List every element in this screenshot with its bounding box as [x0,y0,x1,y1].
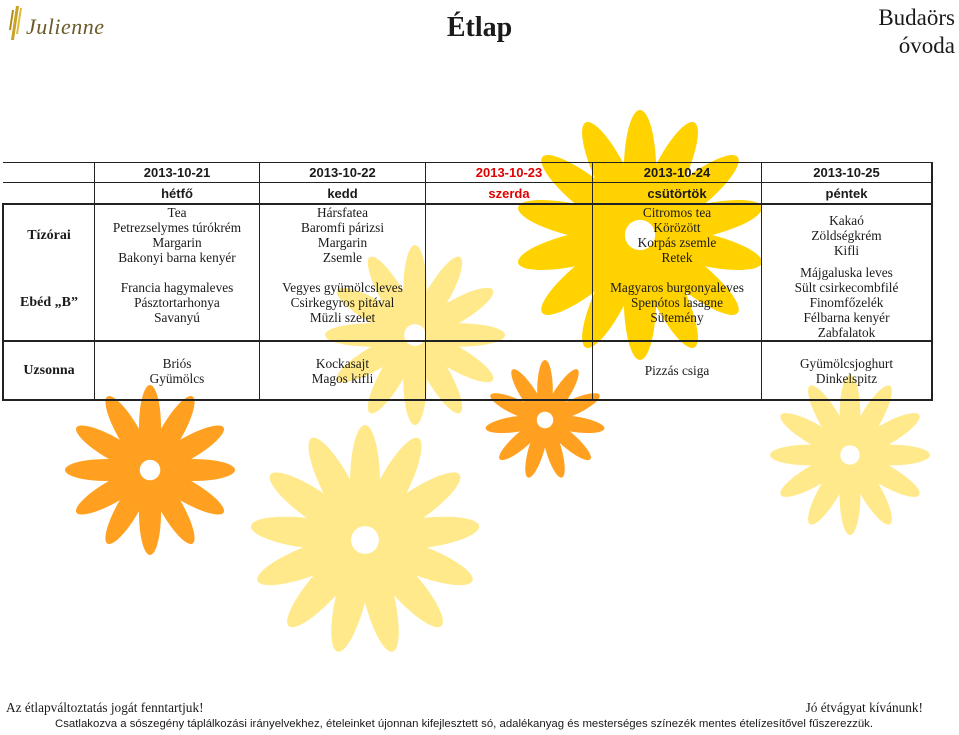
meal-item: Vegyes gyümölcsleves [282,280,403,295]
flower-5 [249,425,481,655]
menu-cell [95,265,260,341]
flower-center [537,412,554,429]
meal-item: Retek [661,250,693,265]
meal-item: Müzli szelet [309,310,376,325]
meal-item: Korpás zsemle [637,235,717,250]
menu-cell [762,265,933,341]
corner-cell-2 [3,183,95,205]
day-row [3,183,932,205]
meal-item: Kifli [833,242,860,258]
menu-cell [95,204,260,265]
meal-item: Zsemle [322,250,363,265]
menu-cell [426,341,593,400]
meal-item: Kockasajt [315,355,370,371]
meal-item: Briós [162,355,192,371]
page-title: Étlap [446,12,513,43]
institution-line-2: óvoda [898,33,955,58]
meal-row-uzsonna [3,341,932,400]
flower-center [840,445,859,464]
meal-item: Gyümölcs [149,370,205,386]
meal-item: Petrezselymes túrókrém [112,220,242,235]
menu-cell [260,204,426,265]
date-monday: 2013-10-21 [95,163,260,183]
menu-cell [426,265,593,341]
meal-item: Hársfatea [317,205,368,220]
day-thursday: csütörtök [593,183,762,205]
menu-cell [593,265,762,341]
meal-item: Finomfőzelék [809,295,884,310]
meal-item: Magyaros burgonyaleves [610,280,744,295]
date-row [3,163,932,183]
meal-item: Zöldségkrém [811,227,882,243]
corner-cell [3,163,95,183]
date-wednesday: 2013-10-23 [426,163,593,183]
menu-cell [593,341,762,400]
meal-item: Pizzás csiga [644,363,710,378]
meal-item: Baromfi párizsi [300,220,385,235]
logo-text: Julienne [26,14,105,39]
day-tuesday: kedd [260,183,426,205]
footer-note: Csatlakozva a sószegény táplálkozási irányelvekhez, ételeinket újonnan kifejlesztett só, adalékanyag és mesterséges színezék mentes ételízesítővel fűszerezzük. [55,718,874,730]
meal-item: Dinkelspitz [815,370,878,386]
meal-item: Citromos tea [642,205,712,220]
menu-cell [762,341,933,400]
meal-item: Francia hagymaleves [120,280,234,295]
meal-item: Savanyú [154,310,200,325]
menu-table [2,162,933,401]
date-thursday: 2013-10-24 [593,163,762,183]
meal-item: Spenótos lasagne [631,295,723,310]
flower-center [351,526,379,554]
meal-label: Tízórai [3,204,95,265]
meal-item: Pásztortarhonya [134,295,220,310]
meal-item: Körözött [653,220,701,235]
meal-item: Bakonyi barna kenyér [118,250,236,265]
menu-cell [95,341,260,400]
meal-item: Csirkegyros pitával [290,295,395,310]
flower-4 [65,385,235,555]
meal-item: Gyümölcsjoghurt [799,355,894,371]
meal-item: Kakaó [829,212,864,228]
institution-name [878,4,955,60]
meal-item: Zabfalatok [817,325,876,340]
meal-item: Félbarna kenyér [803,310,890,325]
menu-cell [260,265,426,341]
date-tuesday: 2013-10-22 [260,163,426,183]
day-friday: péntek [762,183,933,205]
menu-cell [260,341,426,400]
menu-cell [762,204,933,265]
flower-center [140,460,161,481]
meal-item: Májgaluska leves [800,265,893,280]
day-monday: hétfő [95,183,260,205]
meal-label: Ebéd „B” [3,265,95,341]
meal-item: Margarin [152,235,202,250]
footer-disclaimer: Az étlapváltoztatás jogát fenntartjuk! [6,700,204,715]
meal-label: Uzsonna [3,341,95,400]
meal-row-tizorai [3,204,932,265]
meal-item: Sütemény [650,310,704,325]
meal-item: Margarin [317,235,368,250]
footer-greeting: Jó étvágyat kívánunk! [805,700,923,715]
institution-line-1: Budaörs [878,5,955,30]
day-wednesday: szerda [426,183,593,205]
meal-item: Tea [167,205,187,220]
menu-cell [426,204,593,265]
meal-item: Magos kifli [311,370,374,386]
meal-item: Sült csirkecombfilé [794,280,899,295]
menu-cell [593,204,762,265]
date-friday: 2013-10-25 [762,163,933,183]
meal-row-ebed [3,265,932,341]
